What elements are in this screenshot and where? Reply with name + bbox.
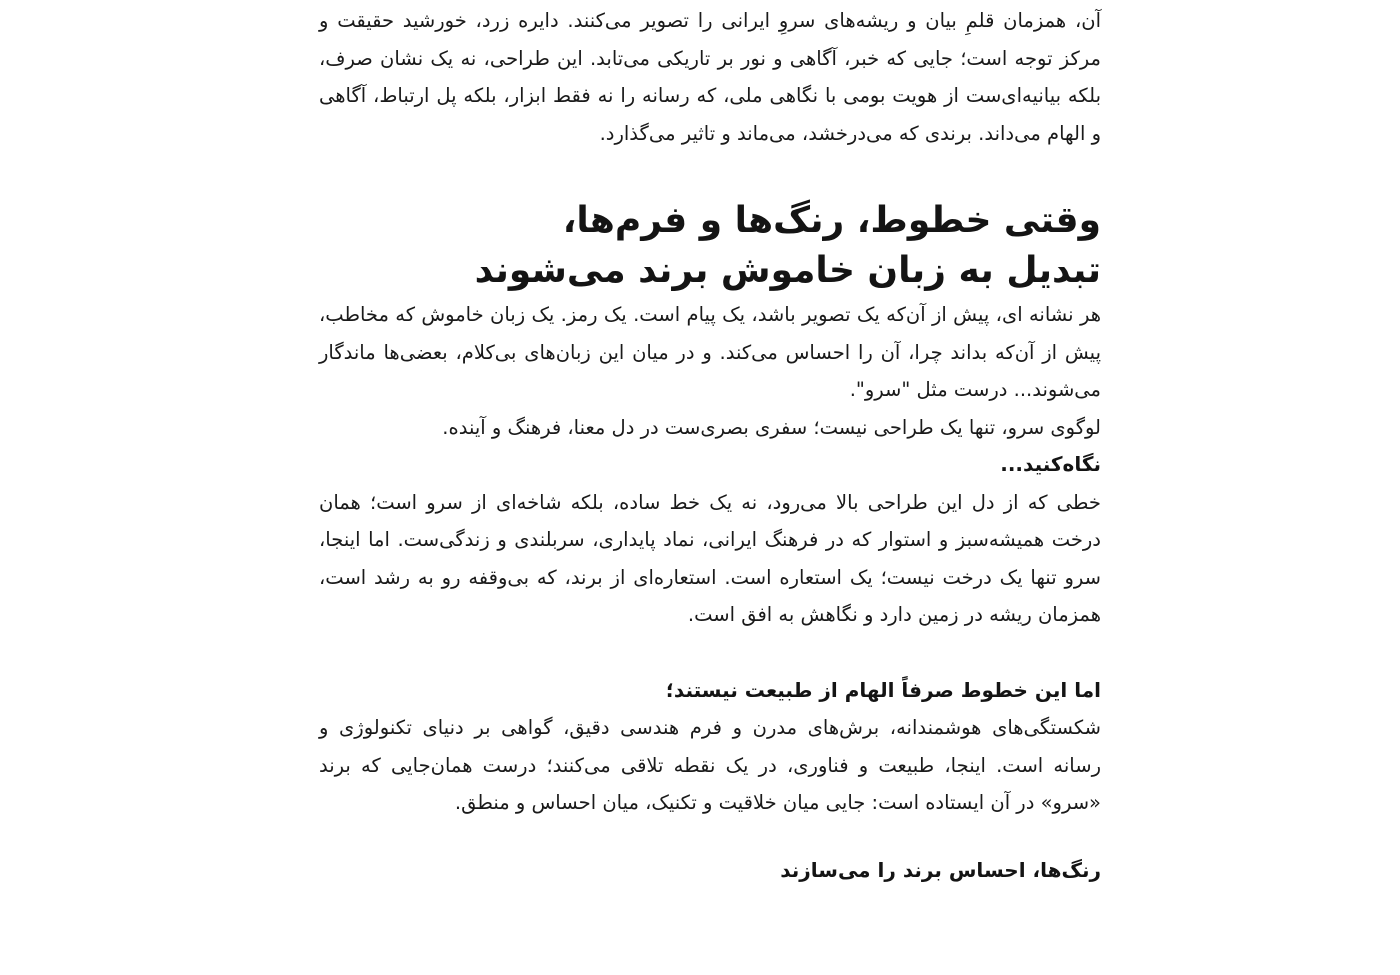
section-heading: [319, 196, 1101, 296]
subheading-not-only-nature: اما این خطوط صرفاً الهام از طبیعت نیستند؛: [665, 677, 1101, 702]
paragraph-sign-message: هر نشانه ای، پیش از آن‌که یک تصویر باشد، یک پیام است. یک رمز. یک زبان خاموش که مخاطب، پیش از آن‌که بداند چرا، آن را احساس می‌کند. و در میان این زبان‌های بی‌کلام، بعضی‌ها ماندگار می‌شوند... درست مثل "سرو".: [319, 303, 1101, 401]
look-label: نگاه‌کنید...: [1000, 452, 1101, 476]
next-section-heading: رنگ‌ها، احساس برند را می‌سازند: [780, 857, 1101, 882]
paragraph-cypress-line: خطی که از دل این طراحی بالا می‌رود، نه یک خط ساده، بلکه شاخه‌ای از سرو است؛ همان درخت همیشه‌سبز و استوار که در فرهنگ ایرانی، نماد پایداری، سربلندی و زندگی‌ست. اما اینجا، سرو تنها یک درخت نیست؛ یک استعاره است. استعاره‌ای از برند، که بی‌وقفه رو به رشد است، همزمان ریشه در زمین دارد و نگاهش به افق است.: [319, 490, 1101, 626]
article-column: [319, 2, 1101, 909]
intro-paragraph: آن، همزمان قلمِ بیان و ریشه‌های سروِ ایرانی را تصویر می‌کنند. دایره زرد، خورشید حقیقت و مرکز توجه است؛ جایی که خبر، آگاهی و نور بر تاریکی می‌تابد. این طراحی، نه یک نشان صرف، بلکه بیانیه‌ای‌ست از هویت بومی با نگاهی ملی، که رسانه را نه فقط ابزار، بلکه پل ارتباط، آگاهی و الهام می‌داند. برندی که می‌درخشد، می‌ماند و تاثیر می‌گذارد.: [319, 9, 1101, 145]
paragraph-logo-journey: لوگوی سرو، تنها یک طراحی نیست؛ سفری بصری‌ست در دل معنا، فرهنگ و آینده.: [442, 415, 1101, 439]
section-heading-line-2: تبدیل به زبان خاموش برند می‌شوند: [474, 250, 1101, 291]
paragraph-technology: شکستگی‌های هوشمندانه، برش‌های مدرن و فرم هندسی دقیق، گواهی بر دنیای تکنولوژی و رسانه است. اینجا، طبیعت و فناوری، در یک نقطه تلاقی می‌کنند؛ درست همان‌جایی که برند «سرو» در آن ایستاده است: جایی میان خلاقیت و تکنیک، میان احساس و منطق.: [319, 716, 1101, 814]
section-heading-line-1: وقتی خطوط، رنگ‌ها و فرم‌ها،: [562, 200, 1101, 241]
